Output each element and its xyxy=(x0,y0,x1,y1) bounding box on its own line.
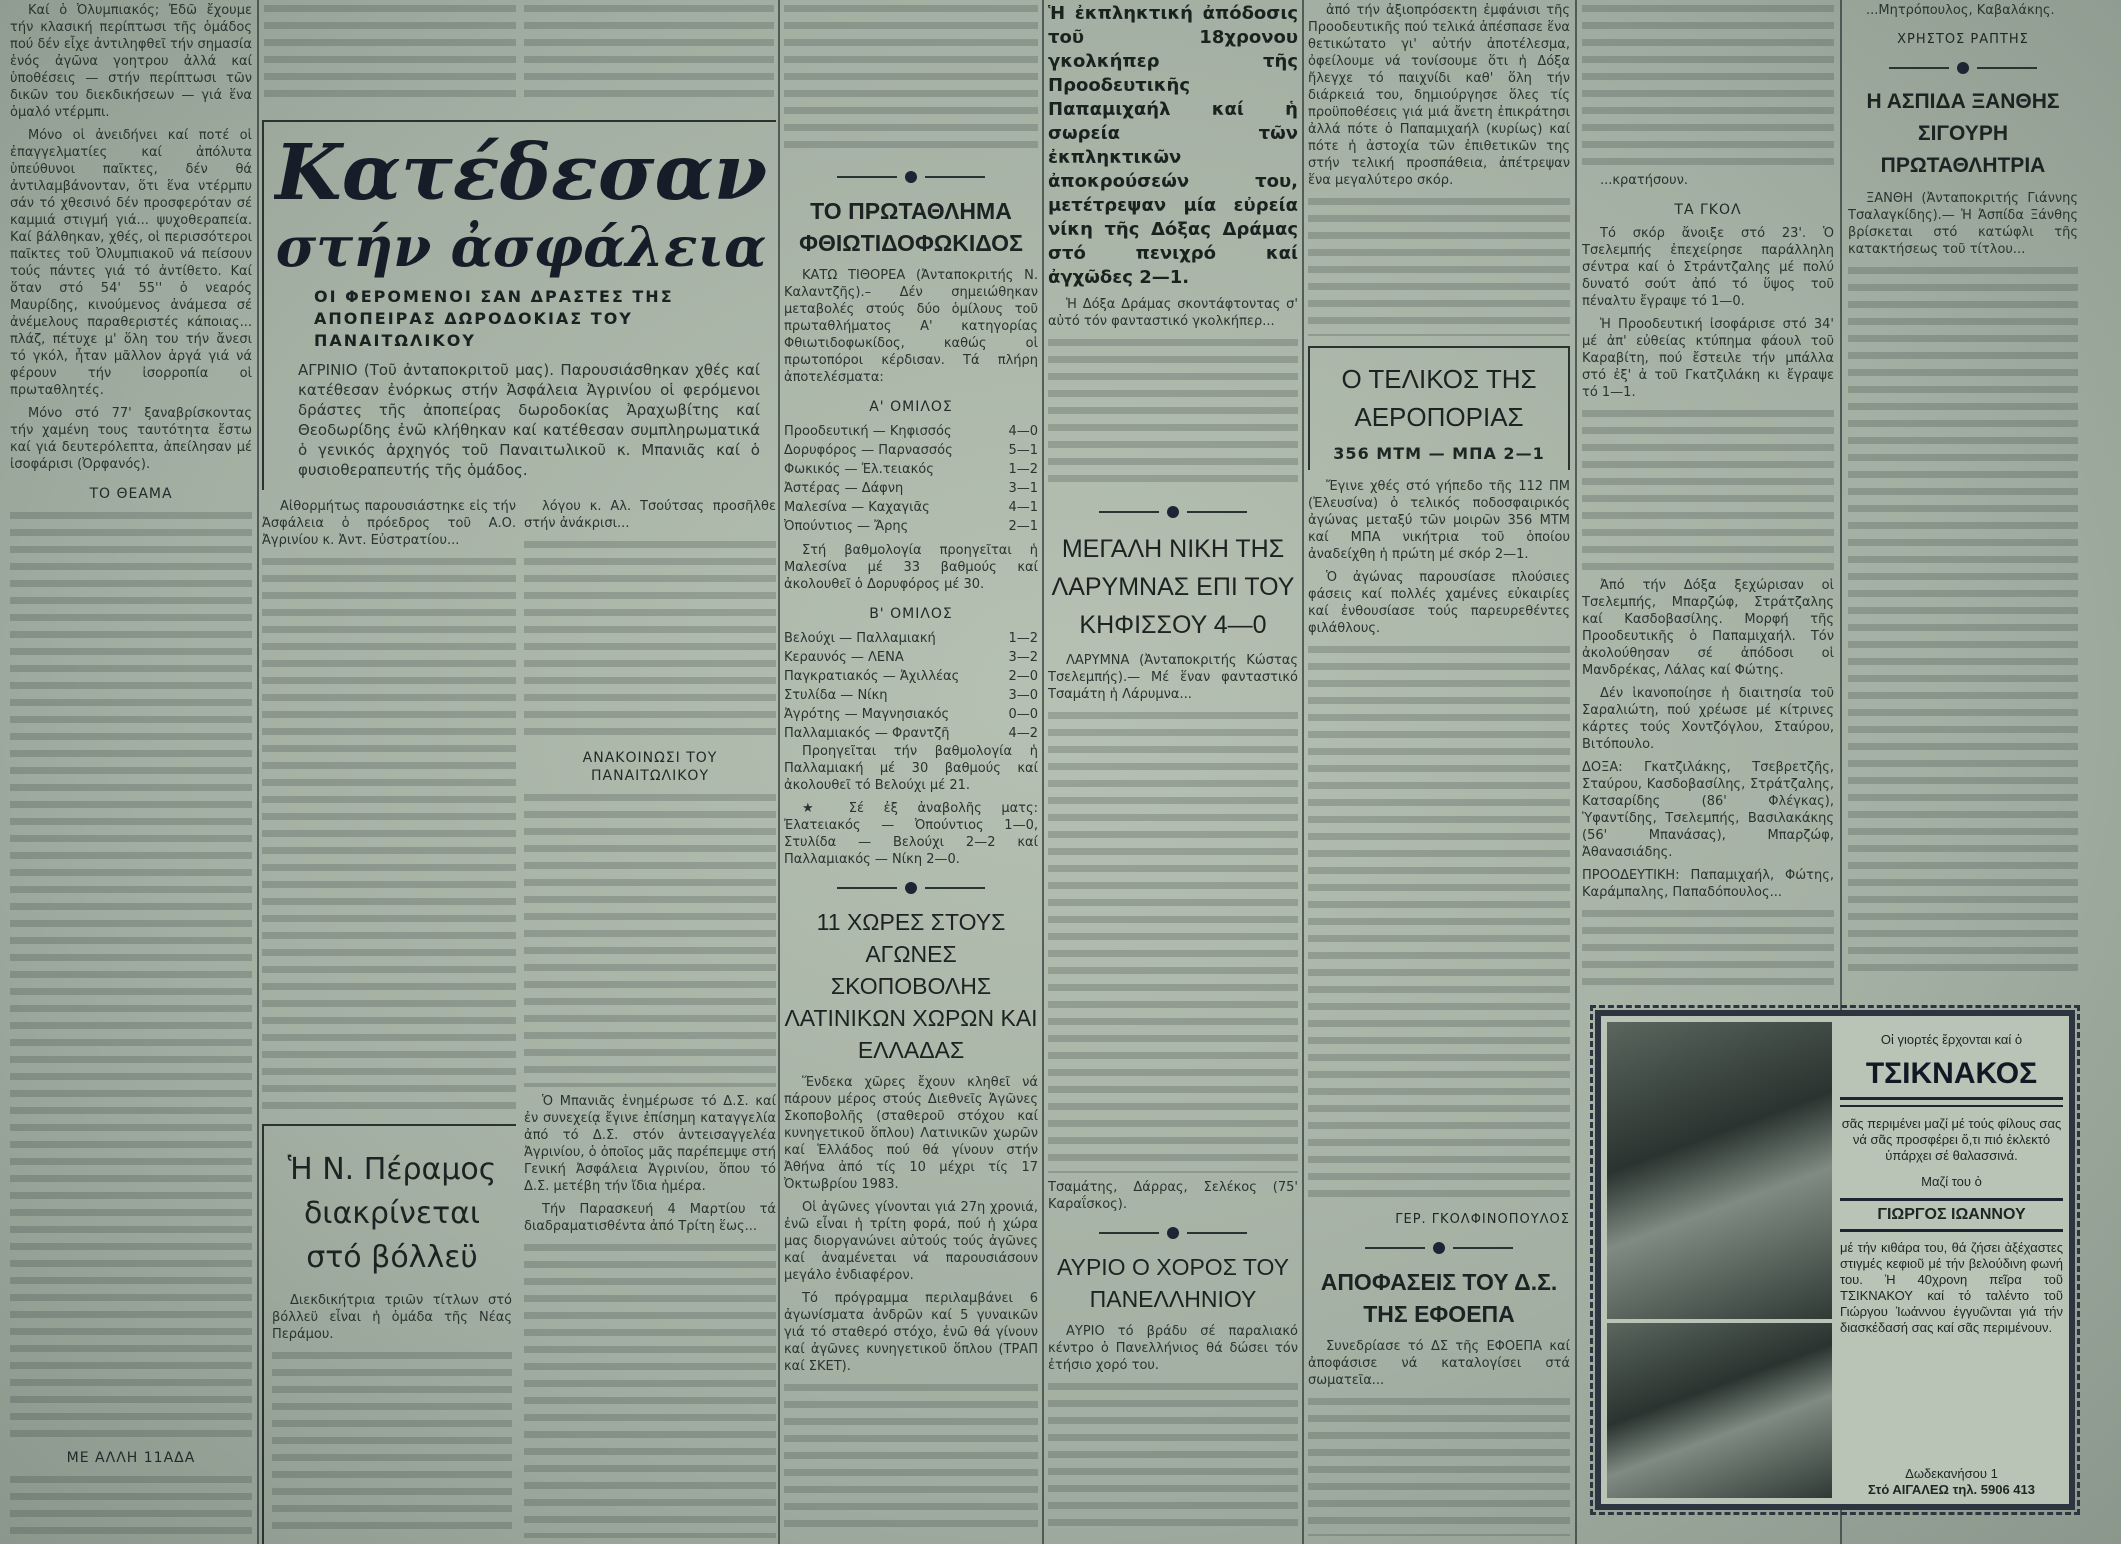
fthiotida-headline: ΤΟ ΠΡΩΤΑΘΛΗΜΑ ΦΘΙΩΤΙΔΟΦΩΚΙΔΟΣ xyxy=(799,198,1023,256)
article-paragraph: Ἕνδεκα χῶρες ἔχουν κληθεῖ νά πάρουν μέρος στούς Διεθνεῖς Ἀγῶνες Σκοποβολῆς (σταθεροῦ στόχου καί κυνηγετικοῦ ὅπλου) Λατινικῶν χωρῶν καί Ἑλλάδος πού θά γίνουν στήν Ἀθήνα ἀπό τίς 10 μέχρι τίς 17 Ὀκτωβρίου 1983. xyxy=(784,1075,1038,1192)
article-paragraph: ΔΟΞΑ: Γκατζιλάκης, Τσεβρετζῆς, Σταύρου, Κασδοβασίλης, Στράτζαλης, Κατσαρίδης (86' Φλέγκας), Ὑφαντίδης, Τσελεμπής, Βασιλακάκης (56' Μπανάσας), Μπαρζώφ, Ἀθανασιάδης. xyxy=(1582,760,1834,861)
column-rule xyxy=(1042,0,1044,1544)
result-row xyxy=(784,648,1038,667)
article-paragraph: Μόνο στό 77' ξαναβρίσκοντας τήν χαμένη τους ταυτότητα ἔστω καί γιά δευτερόλεπτα, ἀπείλησαν μέ ἰσοφάρισι (Ὀρφανός). xyxy=(10,406,252,472)
article-paragraph: Στή βαθμολογία προηγεῖται ἡ Μαλεσίνα μέ 33 βαθμούς καί ἀκολουθεῖ ὁ Δορυφόρος μέ 30. xyxy=(784,543,1038,592)
match-score: 1—2 xyxy=(1008,631,1038,646)
peramos-headline: Ἡ Ν. Πέραμος διακρίνεται στό βόλλεϋ xyxy=(287,1152,497,1275)
match-score: 3—0 xyxy=(1008,688,1038,703)
match-teams: Στυλίδα — Νίκη xyxy=(784,688,888,703)
match-teams: Παλλαμιακός — Φραντζῆ xyxy=(784,726,950,741)
result-row xyxy=(784,629,1038,648)
match-score: 2—1 xyxy=(1008,519,1038,534)
body-text-continued xyxy=(1048,1383,1298,1536)
article-paragraph: ★ Σέ ἐξ ἀναβολῆς ματς: Ἐλατειακός — Ὀπούντιος 1—0, Στυλίδα — Βελούχι 2—2 καί Παλλαμιακός — Νίκη 2—0. xyxy=(784,801,1038,867)
article-paragraph: Οἱ ἀγῶνες γίνονται γιά 27η χρονιά, ἐνῶ εἶναι ἡ τρίτη φορά, πού ἡ χώρα μας διοργανώνει αὐτούς τούς ἀγῶνες καί ἀναμένεται νά παρουσιάσουν μεγάλο ἐνδιαφέρον. xyxy=(784,1200,1038,1283)
article-paragraph: Προηγεῖται τήν βαθμολογία ἡ Παλλαμιακή μέ 30 βαθμούς καί ἀκολουθεῖ τό Βελούχι μέ 21. xyxy=(784,744,1038,793)
match-score: 5—1 xyxy=(1008,443,1038,458)
main-story-area xyxy=(262,120,776,1544)
subheading-to-theama: ΤΟ ΘΕΑΜΑ xyxy=(89,486,173,502)
main-subheadline: ΟΙ ΦΕΡΟΜΕΝΟΙ ΣΑΝ ΔΡΑΣΤΕΣ ΤΗΣ ΑΠΟΠΕΙΡΑΣ ΔΩΡΟΔΟΚΙΑΣ ΤΟΥ ΠΑΝΑΙΤΩΛΙΚΟΥ xyxy=(314,286,674,350)
ad-intro: Οἱ γιορτές ἔρχονται καί ὁ xyxy=(1880,1032,2023,1047)
airforce-headline: Ο ΤΕΛΙΚΟΣ ΤΗΣ ΑΕΡΟΠΟΡΙΑΣ xyxy=(1341,364,1537,433)
result-row xyxy=(784,479,1038,498)
separator xyxy=(1048,1227,1298,1239)
body-text-continued xyxy=(1308,198,1570,336)
headline-line: Κατέδεσαν xyxy=(274,130,768,218)
match-teams: Βελούχι — Παλλαμιακή xyxy=(784,631,936,646)
body-text-continued xyxy=(1048,712,1298,1172)
result-row xyxy=(784,460,1038,479)
column-goals xyxy=(1582,2,1834,997)
body-text-continued xyxy=(524,1244,776,1538)
headline-line: στήν ἀσφάλεια xyxy=(275,214,767,278)
ad-address: Δωδεκανήσου 1 xyxy=(1905,1466,1998,1481)
result-row xyxy=(784,724,1038,743)
body-text-continued xyxy=(784,1384,1038,1536)
body-text-continued xyxy=(524,541,776,737)
ad-with: Μαζί του ὁ xyxy=(1921,1174,1982,1189)
airforce-subhead: 356 ΜΤΜ — ΜΠΑ 2—1 xyxy=(1333,444,1545,464)
separator xyxy=(1048,506,1298,518)
article-paragraph: Διεκδικήτρια τριῶν τίτλων στό βόλλεϋ εἶναι ἡ ὁμάδα τῆς Νέας Περάμου. xyxy=(272,1293,512,1342)
column-rule xyxy=(1575,0,1577,1544)
article-paragraph: ἀπό τήν ἀξιοπρόσεκτη ἐμφάνισι τῆς Προοδευτικῆς πού τελικά ἀπέσπασε ἕνα θετικώτατο γι' αὐτήν ἀποτέλεσμα, ὀφείλουμε νά τονίσουμε ὅτι ἡ Δόξα ἤλεγχε τό παιχνίδι καθ' ὅλη τήν διάρκειά του, δημιούργησε ὅλες τίς προϋποθέσεις γιά μιά ἄνετη ἐπικράτησι ἀλλά πότε ὁ Παπαμιχαήλ (κυρίως) καί πότε ἡ ἀστοχία τῶν ἐπιθετικῶν της στήν τελική προσπάθεια, ἀπέτρεψαν ἕνα μεγαλύτερο σκόρ. xyxy=(1308,3,1570,188)
result-row xyxy=(784,517,1038,536)
advertisement-photos xyxy=(1607,1022,1832,1498)
article-paragraph: Ἀπό τήν Δόξα ξεχώρισαν οἱ Τσελεμπής, Μπαρζώφ, Στράτζαλης καί Κασδοβασίλης. Μορφή τῆς Προοδευτικῆς ὁ Παπαμιχαήλ. Τόν ἀκολούθησαν σέ ἀπόδοσι οἱ Μανδρέκας, Λάλας καί Φώτης. xyxy=(1582,578,1834,679)
body-text-continued xyxy=(1582,5,1834,166)
main-headline xyxy=(274,130,768,278)
group-a-title: Α' ΟΜΙΛΟΣ xyxy=(869,399,953,415)
guitarist-photo xyxy=(1607,1022,1832,1319)
body-text-continued xyxy=(1308,646,1570,1199)
article-paragraph: ...Μητρόπουλος, Καβαλάκης. xyxy=(1866,3,2055,18)
column-rule xyxy=(778,0,780,1544)
result-row xyxy=(784,667,1038,686)
column-fthiotida xyxy=(784,2,1038,1542)
body-text-continued xyxy=(264,5,516,106)
match-teams: Παγκρατιακός — Ἀχιλλέας xyxy=(784,669,960,684)
ad-artist: ΓΙΩΡΓΟΣ ΙΩΑΝΝΟΥ xyxy=(1840,1198,2063,1232)
article-paragraph: Ἔγινε χθές στό γήπεδο τῆς 112 ΠΜ (Ἐλευσίνα) ὁ τελικός ποδοσφαιρικός ἀγώνας μεταξύ τῶν μοιρῶν 356 ΜΤΜ καί ΜΠΑ νικήτρια τοῦ ὁποίου ἀναδείχθη ἡ πρώτη μέ σκόρ 2—1. xyxy=(1308,479,1570,563)
restaurant-photo xyxy=(1607,1323,1832,1498)
body-text-continued xyxy=(272,1352,512,1538)
result-row xyxy=(784,686,1038,705)
group-a-results xyxy=(784,422,1038,536)
result-row xyxy=(784,441,1038,460)
column-airforce xyxy=(1308,2,1570,1542)
body-text-continued xyxy=(262,558,516,1118)
group-b-title: Β' ΟΜΙΛΟΣ xyxy=(869,606,953,622)
article-paragraph: Ὁ Μπανιᾶς ἐνημέρωσε τό Δ.Σ. καί ἐν συνεχείᾳ ἔγινε ἐπίσημη καταγγελία ἀπό τό Δ.Σ. στόν ἀντεισαγγελέα Ἀγρινίου, ὁ ὁποῖος μᾶς παρέπεμψε στή Γενική Ἀσφάλεια Ἀγρινίου, ὅπου τό Δ.Σ. μετέβη τήν ἴδια ἡμέρα. xyxy=(524,1094,776,1195)
article-paragraph: Ἡ Προοδευτική ἰσοφάρισε στό 34' μέ ἀπ' εὐθείας κτύπημα φάουλ τοῦ Καραβίτη, πού ἔστειλε τήν μπάλλα στό ἐξ' ἀ τοῦ Γκατζιλάκη κι ἔγραψε τό 1—1. xyxy=(1582,317,1834,401)
panellinios-headline: ΑΥΡΙΟ Ο ΧΟΡΟΣ ΤΟΥ ΠΑΝΕΛΛΗΝΙΟΥ xyxy=(1056,1253,1290,1312)
peramos-story xyxy=(262,1124,516,1544)
result-row xyxy=(784,422,1038,441)
article-paragraph: Τό σκόρ ἄνοιξε στό 23'. Ὁ Τσελεμπής ἐπεχείρησε παράλληλη σέντρα καί ὁ Στράντζαλης μέ πολύ δυνατό σούτ ἀπό τό ὕψος τοῦ πέναλτυ ἔγραψε τό 1—0. xyxy=(1582,226,1834,310)
advertisement-text xyxy=(1840,1022,2063,1498)
column-top-text xyxy=(264,2,516,112)
main-story-columns xyxy=(262,498,776,1544)
column-doxa-larymna xyxy=(1048,2,1298,1542)
article-paragraph: ΚΑΤΩ ΤΙΘΟΡΕΑ (Ἀνταποκριτής Ν. Καλαντζῆς).– Δέν σημειώθηκαν μεταβολές στούς δύο ὁμίλους τοῦ πρωταθλήματος Α' κατηγορίας Φθιωτιδοφωκίδος, καθώς οἱ πρωτοπόροι κέρδισαν. Τά πλήρη ἀποτελέσματα: xyxy=(784,268,1038,385)
article-paragraph: λόγου κ. Αλ. Τσούτσας προσῆλθε στήν ἀνάκρισι... xyxy=(524,498,776,531)
separator xyxy=(784,882,1038,894)
match-score: 3—1 xyxy=(1008,481,1038,496)
body-text-continued xyxy=(1048,339,1298,492)
efoepa-headline: ΑΠΟΦΑΣΕΙΣ ΤΟΥ Δ.Σ. ΤΗΣ ΕΦΟΕΠΑ xyxy=(1320,1268,1558,1327)
article-paragraph: Τήν Παρασκευή 4 Μαρτίου τά διαδραματισθέντα ἀπό Τρίτη ἕως... xyxy=(524,1202,776,1235)
column-xanthi xyxy=(1848,2,2078,987)
ad-text: μέ τήν κιθάρα του, θά ζήσει ἀξέχαστες στιγμές κεφιοῦ μέ τήν βελούδινη φωνή του. Ἡ 40χρονη πεῖρα τοῦ ΤΣΙΚΝΑΚΟΥ καί τό ταλέντο τοῦ Γιώργου Ἰωάννου ἐγγυῶνται γιά τήν διασκέδασή σας καί σᾶς περιμένουν. xyxy=(1840,1240,2063,1335)
ad-phone: Στό ΑΙΓΑΛΕΩ τηλ. 5906 413 xyxy=(1867,1482,2036,1497)
match-score: 0—0 xyxy=(1008,707,1038,722)
body-text-continued xyxy=(784,5,1038,157)
match-teams: Προοδευτική — Κηφισσός xyxy=(784,424,952,439)
match-teams: Ἀγρότης — Μαγνησιακός xyxy=(784,707,950,722)
main-story-body-col3 xyxy=(524,498,776,1544)
column-rule xyxy=(257,0,259,1544)
result-row xyxy=(784,705,1038,724)
article-paragraph: Αἰθορμήτως παρουσιάστηκε εἰς τήν Ἀσφάλεια ὁ πρόεδρος τοῦ Α.Ο. Ἀγρινίου κ. Ἀντ. Εὐστρατίου... xyxy=(262,498,516,548)
match-teams: Κεραυνός — ΛΕΝΑ xyxy=(784,650,904,665)
doxa-lead: Ἡ ἐκπληκτική ἀπόδοσις τοῦ 18χρονου γκολκήπερ τῆς Προοδευτικῆς Παπαμιχαήλ καί ἡ σωρεία τῶν ἐκπληκτικῶν ἀποκρούσεών του, μετέτρεψαν μία εὐρεία νίκη τῆς Δόξας Δράμας στό πενιχρό καί ἀγχῶδες 2—1. xyxy=(1048,3,1298,288)
body-text-continued xyxy=(524,794,776,1088)
column-olympiakos xyxy=(10,2,252,1542)
article-paragraph: ...κρατήσουν. xyxy=(1600,173,1689,189)
subheading-goals: ΤΑ ΓΚΟΛ xyxy=(1674,202,1742,219)
match-teams: Φωκικός — Ἐλ.τειακός xyxy=(784,462,934,477)
match-teams: Δορυφόρος — Παρνασσός xyxy=(784,443,953,458)
body-text-continued xyxy=(1308,1398,1570,1536)
body-text-continued xyxy=(1848,267,2078,981)
article-paragraph: Τσαμάτης, Δάρρας, Σελέκος (75' Καραΐσκος). xyxy=(1048,1179,1298,1212)
shooting-headline: 11 ΧΩΡΕΣ ΣΤΟΥΣ ΑΓΩΝΕΣ ΣΚΟΠΟΒΟΛΗΣ ΛΑΤΙΝΙΚΩΝ ΧΩΡΩΝ ΚΑΙ ΕΛΛΑΔΑΣ xyxy=(784,909,1038,1063)
article-paragraph: ΠΡΟΟΔΕΥΤΙΚΗ: Παπαμιχαήλ, Φώτης, Καράμπαλης, Παπαδόπουλος... xyxy=(1582,868,1834,901)
match-score: 4—1 xyxy=(1008,500,1038,515)
body-text-continued xyxy=(1582,910,1834,991)
article-paragraph: Τό πρόγραμμα περιλαμβάνει 6 ἀγωνίσματα ἀνδρῶν καί 5 γυναικῶν γιά τό σταθερό στόχο, ἐνῶ θά γίνουν καί ἀγῶνες κυνηγετικοῦ ὅπλου (ΤΡΑΠ καί ΣΚΕΤ). xyxy=(784,1291,1038,1374)
group-b-results xyxy=(784,629,1038,743)
divider xyxy=(1840,1097,2063,1107)
separator xyxy=(784,171,1038,183)
subheading-me-alli-11ada: ΜΕ ΑΛΛΗ 11ΑΔΑ xyxy=(66,1450,196,1466)
body-text-continued xyxy=(524,5,774,106)
article-paragraph: Καί ὁ Ὀλυμπιακός; Ἐδῶ ἔχουμε τήν κλασική περίπτωσι τῆς ὁμάδος πού δέν εἶχε ἀντιληφθεῖ τήν σημασία ἑνός ἀγῶνα γοητρου ἀλλά καί ὑποθέσεις — στήν περίπτωσι τῶν δικῶν του διεκδικήσεων — γιά ἕνα ὁμαλό ντέρμπι. xyxy=(10,3,252,120)
article-paragraph: ΑΥΡΙΟ τό βράδυ σέ παραλιακό κέντρο ὁ Πανελλήνιος θά δώσει τόν ἐτήσιο χορό του. xyxy=(1048,1323,1298,1373)
article-paragraph: ΛΑΡΥΜΝΑ (Ἀνταποκριτής Κώστας Τσελεμπής).— Μέ ἕναν φανταστικό Τσαμάτη ἡ Λάρυμνα... xyxy=(1048,653,1298,703)
ad-text: σᾶς περιμένει μαζί μέ τούς φίλους σας νά σᾶς προσφέρει ὅ,τι πιό ἐκλεκτό ὑπάρχει σέ θαλασσινά. xyxy=(1841,1116,2062,1163)
result-row xyxy=(784,498,1038,517)
subheading-announcement: ΑΝΑΚΟΙΝΩΣΙ ΤΟΥ ΠΑΝΑΙΤΩΛΙΚΟΥ xyxy=(582,749,718,784)
column-top-text xyxy=(524,2,774,112)
match-teams: Ὀπούντιος — Ἄρης xyxy=(784,519,909,534)
match-score: 2—0 xyxy=(1008,669,1038,684)
match-teams: Μαλεσίνα — Καχαγιᾶς xyxy=(784,500,930,515)
xanthi-headline: Η ΑΣΠΙΔΑ ΞΑΝΘΗΣ ΣΙΓΟΥΡΗ ΠΡΩΤΑΘΛΗΤΡΙΑ xyxy=(1866,90,2060,177)
match-score: 1—2 xyxy=(1008,462,1038,477)
column-rule xyxy=(1302,0,1304,1544)
ad-brand: ΤΣΙΚΝΑΚΟΣ xyxy=(1865,1057,2038,1090)
main-story xyxy=(262,120,776,490)
match-score: 4—0 xyxy=(1008,424,1038,439)
body-text-continued xyxy=(10,512,252,1437)
match-score: 3—2 xyxy=(1008,650,1038,665)
article-paragraph: Δέν ἱκανοποίησε ἡ διαιτησία τοῦ Σαραλιώτη, πού χρέωσε μέ κίτρινες κάρτες τούς Χοντζόγλου, Σταύρου, Βιτόπουλο. xyxy=(1582,686,1834,753)
byline: ΧΡΗΣΤΟΣ ΡΑΠΤΗΣ xyxy=(1897,32,2029,47)
article-paragraph: Μόνο οἱ ἀνειδήνει καί ποτέ οἱ ἐπαγγελματίες καί ἀπόλυτα ὑπεύθυνοι παῖκτες, δέν θά ἀντιλαμβάνονταν, ὅτι ἕνα ντέρμπυ σάν τό χθεσινό δέν προσφερόταν σέ καμμιά στιγμή γιά... ψυχοθεραπεία. Καί βάλθηκαν, χθές, οἱ περισσότεροι παῖκτες τοῦ Ὀλυμπιακοῦ νά πείσουν τούς πάντες γιά τό ἀντίθετο. Καί ὅταν στό 54' 55'' ὁ νεαρός Μαυρίδης, κινούμενος ἀνάμεσα σέ ἀνέμελους παραθεριστές κάποιας... πλάζ, πέτυχε μ' ὅλη του τήν ἄνεσι τό γκόλ, ἦταν μᾶλλον ἀργά γιά νά φέρουν τήν ἰσορροπία οἱ πρωταθλητές. xyxy=(10,128,252,398)
match-score: 4—2 xyxy=(1008,726,1038,741)
body-text-continued xyxy=(1582,410,1834,571)
article-paragraph: Ὁ ἀγώνας παρουσίασε πλούσιες φάσεις καί πολλές χαμένες εὐκαιρίες καί ἐνθουσίασε τούς παρευρεθέντες φιλάθλους. xyxy=(1308,570,1570,637)
main-lead: ΑΓΡΙΝΙΟ (Τοῦ ἀνταποκριτοῦ μας). Παρουσιάσθηκαν χθές καί κατέθεσαν ἐνόρκως στήν Ἀσφάλεια Ἀγρινίου οἱ φερόμενοι δράστες τῆς ἀποπείρας δωροδοκίας Ἀραχωβίτης καί Θεοδωρίδης ἐνῶ κλήθηκαν καί κατέθεσαν συμπληρωματικά ὁ γενικός ἀρχηγός τοῦ Παναιτωλικοῦ κ. Μπανιᾶς καί ὁ φυσιοθεραπευτής τῆς ὁμάδος. xyxy=(298,360,760,479)
match-teams: Ἀστέρας — Δάφνη xyxy=(784,481,904,496)
airforce-box xyxy=(1308,346,1570,470)
article-paragraph: ΞΑΝΘΗ (Ἀνταποκριτής Γιάννης Τσαλαγκίδης).— Ἡ Ἀσπίδα Ξάνθης βρίσκεται στό κατώφλι τῆς κατακτήσεως τοῦ τίτλου... xyxy=(1848,191,2078,257)
article-paragraph: Ἡ Δόξα Δράμας σκοντάφτοντας σ' αὐτό τόν φανταστικό γκολκήπερ... xyxy=(1048,297,1298,329)
separator xyxy=(1848,62,2078,74)
larymna-headline: ΜΕΓΑΛΗ ΝΙΚΗ ΤΗΣ ΛΑΡΥΜΝΑΣ ΕΠΙ ΤΟΥ ΚΗΦΙΣΣΟΥ 4—0 xyxy=(1051,535,1295,640)
byline: ΓΕΡ. ΓΚΟΛΦΙΝΟΠΟΥΛΟΣ xyxy=(1395,1211,1570,1227)
main-story-body-col2 xyxy=(262,498,516,1544)
article-paragraph: Συνεδρίασε τό ΔΣ τῆς ΕΦΟΕΠΑ καί ἀποφάσισε νά καταλογίσει στά σωματεῖα... xyxy=(1308,1338,1570,1388)
separator xyxy=(1308,1242,1570,1254)
tsiknakos-advertisement xyxy=(1595,1010,2075,1510)
body-text-continued xyxy=(10,1476,252,1536)
